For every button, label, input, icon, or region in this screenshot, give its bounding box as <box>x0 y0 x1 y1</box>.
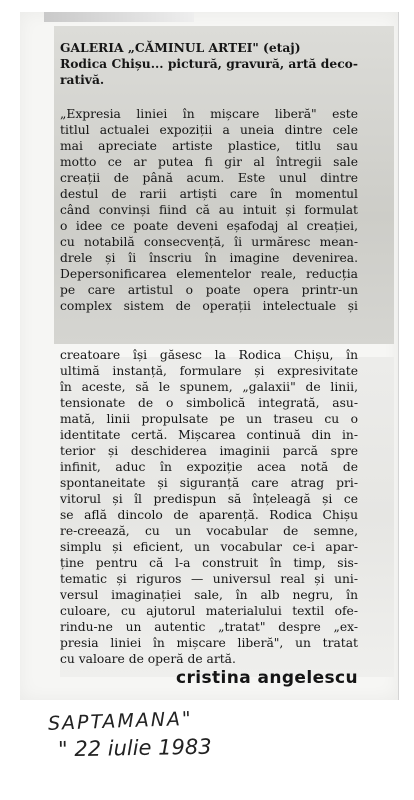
text-line: o idee ce poate deveni eșafodaj al creației, <box>60 219 358 233</box>
text-line: creatoare își găsesc la Rodica Chișu, în <box>60 348 358 362</box>
text-line: versul imaginației sale, în alb negru, în <box>60 588 358 602</box>
article-paragraph-1 <box>60 106 358 314</box>
text-line: cu valoare de operă de artă. <box>60 652 236 666</box>
text-line: mai apreciate artiste plastice, titlu sau <box>60 139 358 153</box>
text-line: când convinși fiind că au intuit și formulat <box>60 203 358 217</box>
heading-gallery: GALERIA „CĂMINUL ARTEI" (etaj) <box>60 40 301 55</box>
text-line: ultimă instanță, formulare și expresivitate <box>60 364 358 378</box>
text-line: ține pentru că l-a construit în timp, sis- <box>60 556 358 570</box>
text-line: creații de până acum. Este unul dintre <box>60 171 358 185</box>
text-line: rindu-ne un autentic „tratat" despre „ex- <box>60 620 358 634</box>
text-line: mată, linii propulsate pe un traseu cu o <box>60 412 358 426</box>
text-line: motto ce ar putea fi gir al întregii sale <box>60 155 358 169</box>
text-line: titlul actualei expoziții a uneia dintre cele <box>60 123 358 137</box>
text-line: drele și îi înscriu în imagine devenirea. <box>60 251 358 265</box>
author-signature: cristina angelescu <box>176 668 358 688</box>
torn-header-strip <box>44 12 194 22</box>
article-heading <box>60 40 358 88</box>
article-paragraph-2 <box>60 347 358 667</box>
text-line: Depersonificarea elementelor reale, reducția <box>60 267 358 281</box>
text-line: tensionate de o simbolică integrată, asu- <box>60 396 358 410</box>
text-line: culoare, cu ajutorul materialului textil ofe- <box>60 604 358 618</box>
text-line: simplu și eficient, un vocabular ce-i apar- <box>60 540 358 554</box>
heading-artist: Rodica Chișu... pictură, gravură, artă deco- <box>60 56 358 71</box>
handwritten-note <box>47 707 212 762</box>
handwritten-publication: SAPTAMANA" <box>47 707 194 735</box>
text-line: cu notabilă consecvență, îi urmăresc mean- <box>60 235 358 249</box>
text-line: re-creează, cu un vocabular de semne, <box>60 524 358 538</box>
text-line: terior și deschiderea imaginii parcă spre <box>60 444 358 458</box>
handwritten-date: " 22 iulie 1983 <box>57 734 212 762</box>
text-line: tematic și riguros — universul real și uni- <box>60 572 358 586</box>
text-line: complex sistem de operații intelectuale și <box>60 299 358 313</box>
text-line: spontaneitate și siguranță care atrag pri- <box>60 476 358 490</box>
text-line: identitate certă. Mișcarea continuă din in- <box>60 428 358 442</box>
text-line: „Expresia liniei în mișcare liberă" este <box>60 107 358 121</box>
text-line: în aceste, să le spunem, „galaxii" de linii, <box>60 380 358 394</box>
text-line: vitorul și îl predispun să înțeleagă și ce <box>60 492 358 506</box>
heading-artist-cont: rativă. <box>60 72 105 87</box>
text-line: se află dincolo de aparență. Rodica Chișu <box>60 508 358 522</box>
text-line: infinit, aduc în expoziție acea notă de <box>60 460 358 474</box>
text-line: destul de rarii artiști care în momentul <box>60 187 358 201</box>
text-line: pe care artistul o poate opera printr-un <box>60 283 358 297</box>
text-line: presia liniei în mișcare liberă", un tratat <box>60 636 358 650</box>
